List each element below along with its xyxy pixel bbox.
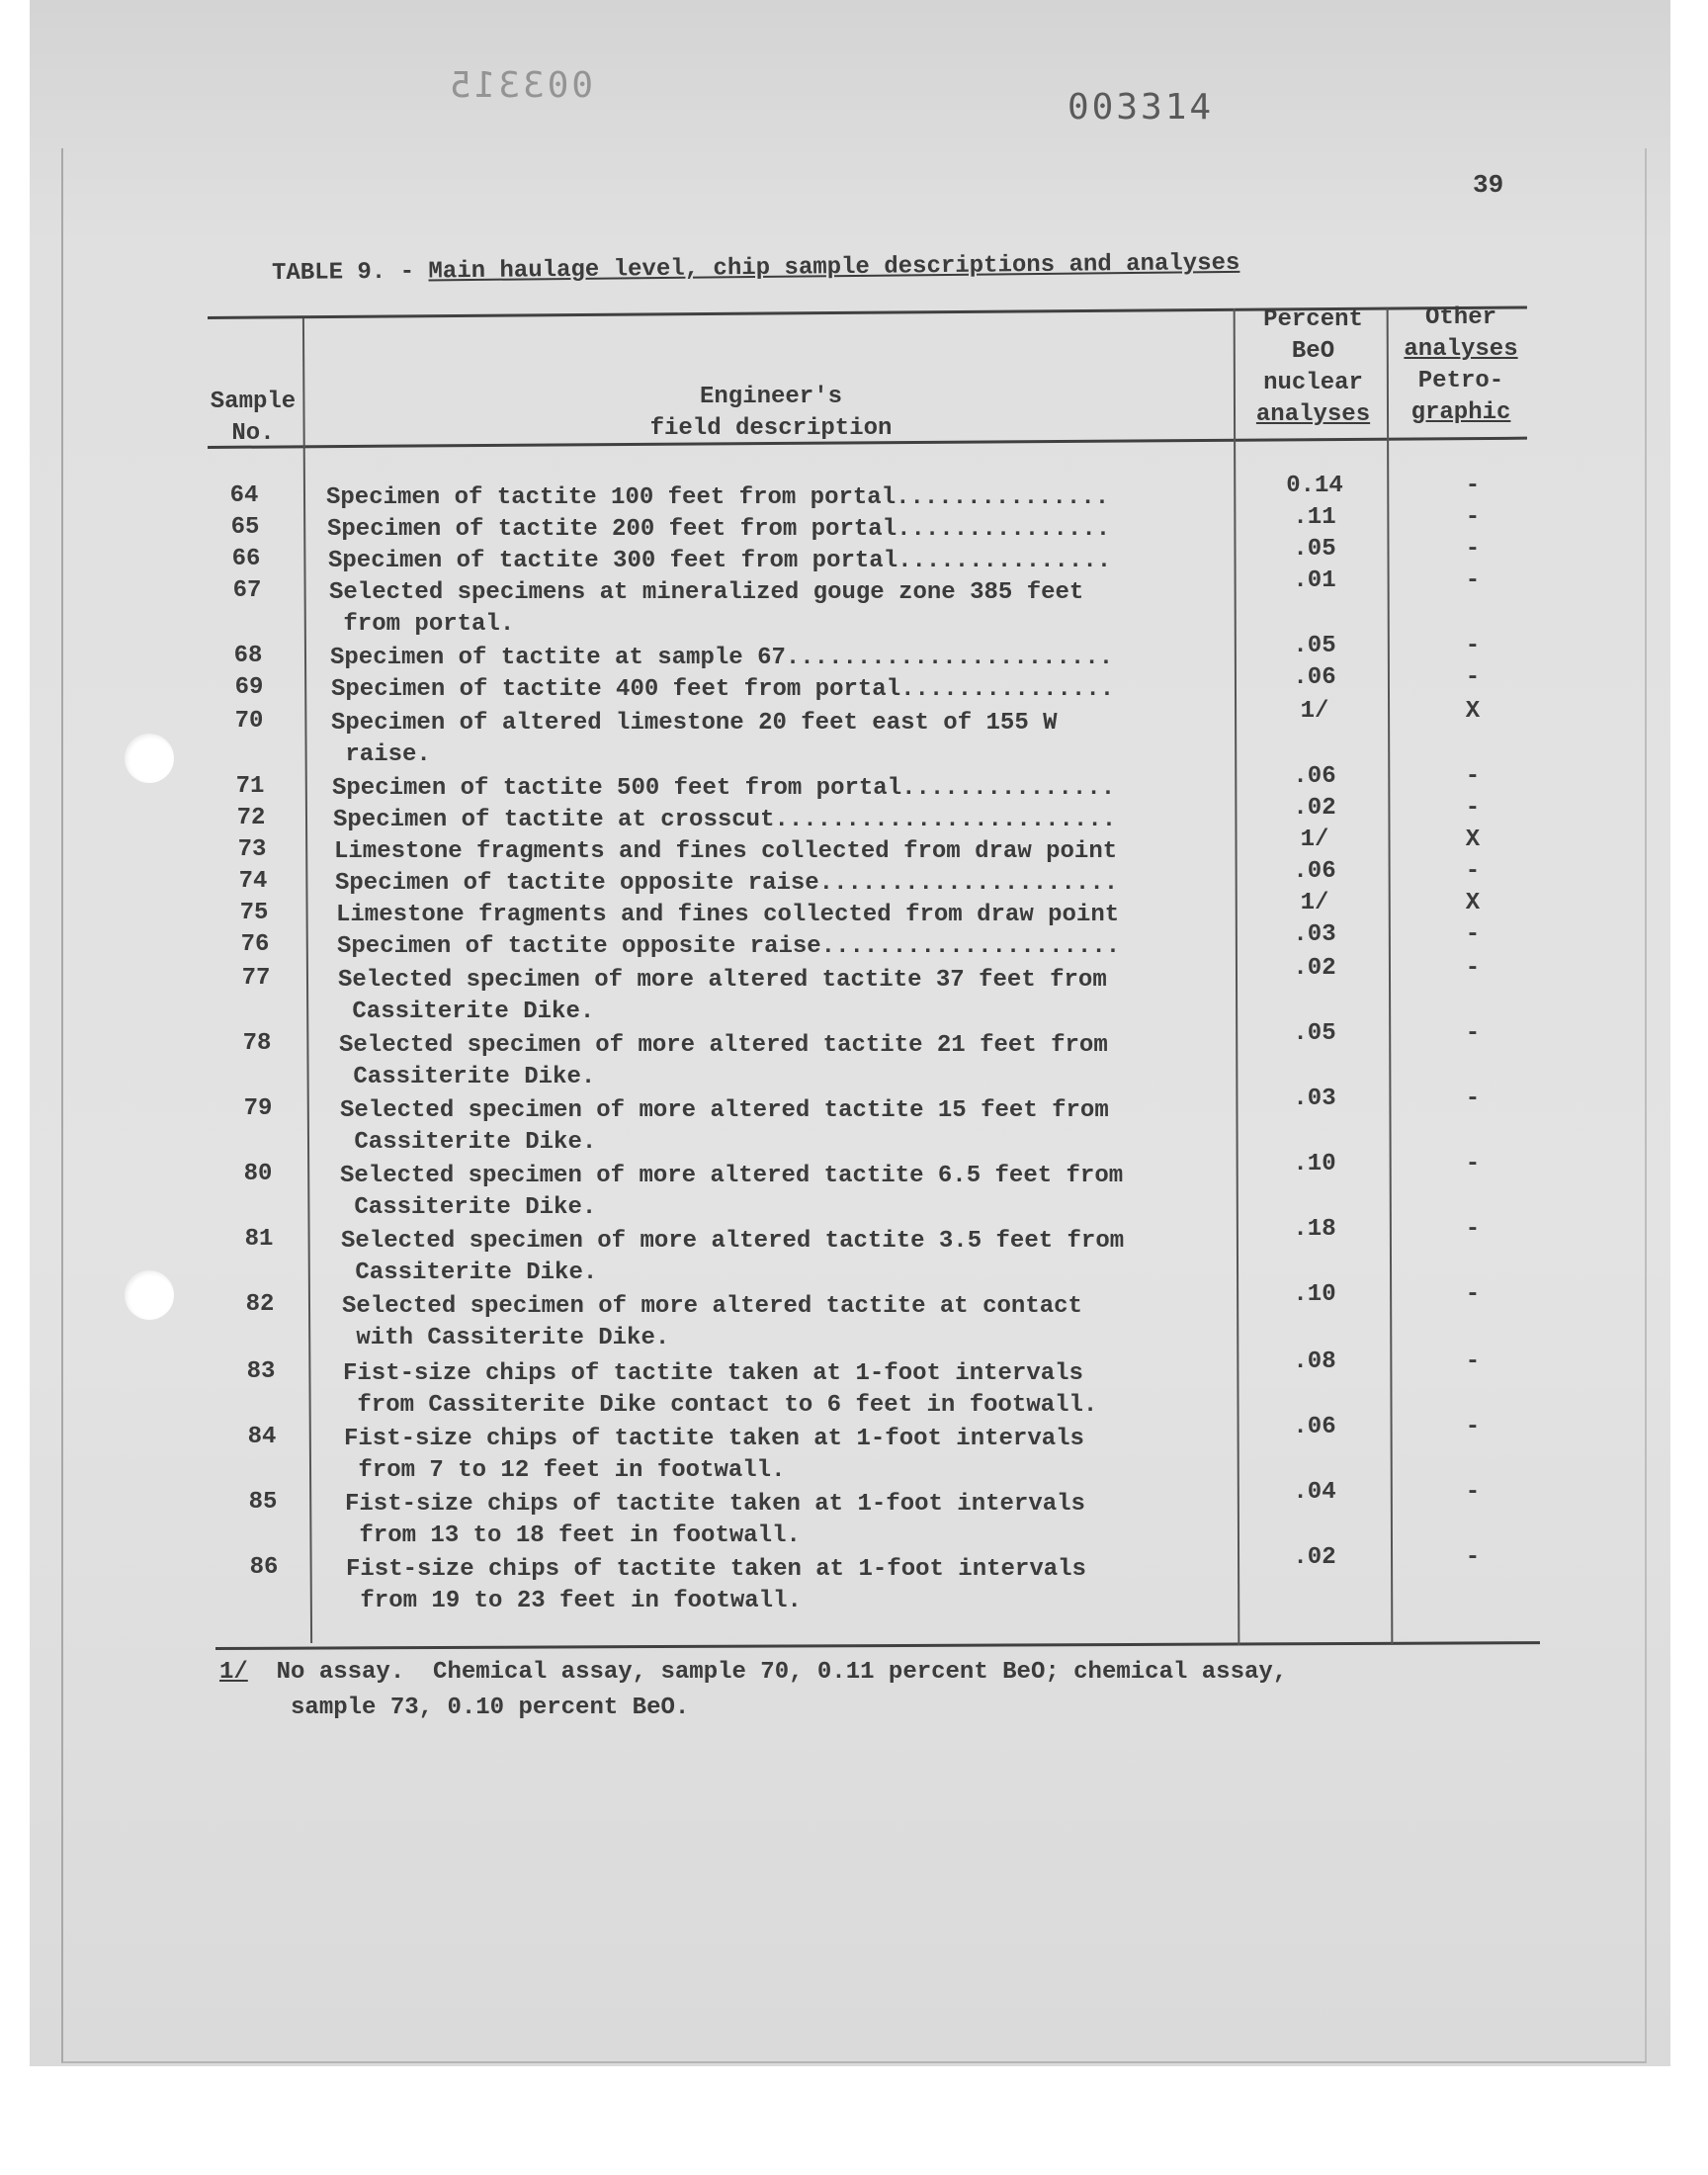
sample-number: 78 xyxy=(242,1030,272,1057)
beo-percent: 0.14 xyxy=(1286,473,1343,499)
footnote xyxy=(219,1655,1287,1726)
beo-percent: .04 xyxy=(1293,1479,1336,1506)
sample-number: 70 xyxy=(234,708,264,735)
sample-number: 75 xyxy=(239,900,269,926)
beo-percent: .11 xyxy=(1293,504,1336,531)
field-description: Selected specimen of more altered tactite at contact with Cassiterite Dike. xyxy=(342,1293,1082,1351)
petrographic-mark: - xyxy=(1465,763,1481,790)
petrographic-mark: - xyxy=(1465,921,1481,948)
sample-number: 84 xyxy=(247,1424,277,1450)
beo-percent: .10 xyxy=(1293,1151,1336,1177)
petrographic-mark: - xyxy=(1465,504,1481,531)
sample-number: 71 xyxy=(235,773,265,800)
petrographic-mark: - xyxy=(1465,1544,1481,1571)
sample-number: 74 xyxy=(238,868,268,895)
sample-number: 66 xyxy=(231,546,261,572)
field-description: Specimen of tactite at sample 67....................... xyxy=(330,645,1114,671)
field-description: Selected specimen of more altered tactite 15 feet from Cassiterite Dike. xyxy=(340,1097,1109,1156)
field-description: Selected specimens at mineralized gouge zone 385 feet from portal. xyxy=(329,579,1084,638)
table-title-prefix: TABLE 9. - xyxy=(271,258,429,288)
beo-percent: .03 xyxy=(1293,1086,1336,1112)
sample-number: 73 xyxy=(237,836,267,863)
beo-percent: .06 xyxy=(1293,664,1336,691)
header-other-analyses: Other analyses Petro- graphic xyxy=(1404,304,1518,426)
sample-number: 76 xyxy=(240,931,270,958)
field-description: Limestone fragments and fines collected from draw point xyxy=(334,838,1118,865)
sample-number: 72 xyxy=(236,805,266,831)
beo-percent: .08 xyxy=(1293,1348,1336,1375)
beo-percent: 1/ xyxy=(1300,698,1329,725)
sample-number: 82 xyxy=(245,1291,275,1318)
binder-hole xyxy=(125,1270,174,1320)
beo-percent: 1/ xyxy=(1300,890,1329,916)
petrographic-mark: X xyxy=(1465,698,1481,725)
field-description: Specimen of tactite 300 feet from portal............... xyxy=(328,548,1112,574)
petrographic-mark: - xyxy=(1465,1020,1481,1047)
sample-number: 83 xyxy=(246,1358,276,1385)
beo-percent: .01 xyxy=(1293,567,1336,594)
sample-number: 80 xyxy=(243,1161,273,1187)
field-description: Specimen of altered limestone 20 feet east of 155 W raise. xyxy=(331,710,1058,768)
beo-percent: .06 xyxy=(1293,858,1336,885)
field-description: Specimen of tactite 200 feet from portal............... xyxy=(327,516,1111,543)
sample-number: 85 xyxy=(248,1489,278,1516)
sample-number: 64 xyxy=(229,482,259,509)
sample-number: 65 xyxy=(230,514,260,541)
petrographic-mark: X xyxy=(1465,826,1481,853)
petrographic-mark: - xyxy=(1465,955,1481,982)
beo-percent: .02 xyxy=(1293,795,1336,822)
petrographic-mark: - xyxy=(1465,795,1481,822)
sample-number: 77 xyxy=(241,965,271,992)
beo-percent: .18 xyxy=(1293,1216,1336,1243)
binder-hole xyxy=(125,734,174,783)
field-description: Fist-size chips of tactite taken at 1-foot intervals from 13 to 18 feet in footwall. xyxy=(345,1491,1085,1549)
field-description: Limestone fragments and fines collected from draw point xyxy=(336,902,1120,928)
beo-percent: .02 xyxy=(1293,955,1336,982)
petrographic-mark: - xyxy=(1465,1348,1481,1375)
field-description: Fist-size chips of tactite taken at 1-foot intervals from 19 to 23 feet in footwall. xyxy=(346,1556,1086,1614)
petrographic-mark: - xyxy=(1465,633,1481,659)
petrographic-mark: - xyxy=(1465,664,1481,691)
petrographic-mark: - xyxy=(1465,1216,1481,1243)
header-beo-nuclear: Percent BeO nuclear analyses xyxy=(1255,306,1371,428)
field-description: Specimen of tactite opposite raise..................... xyxy=(335,870,1119,897)
petrographic-mark: - xyxy=(1465,1414,1481,1440)
beo-percent: .05 xyxy=(1293,633,1336,659)
field-description: Selected specimen of more altered tactite 3.5 feet from Cassiterite Dike. xyxy=(341,1228,1125,1286)
field-description: Selected specimen of more altered tactite 37 feet from Cassiterite Dike. xyxy=(338,967,1107,1025)
field-description: Fist-size chips of tactite taken at 1-foot intervals from 7 to 12 feet in footwall. xyxy=(344,1426,1084,1484)
field-description: Specimen of tactite at crosscut........................ xyxy=(333,807,1117,833)
petrographic-mark: - xyxy=(1465,1151,1481,1177)
field-description: Selected specimen of more altered tactite 21 feet from Cassiterite Dike. xyxy=(339,1032,1108,1090)
table-title-main: Main haulage level, chip sample descriptions and analyses xyxy=(428,249,1240,286)
petrographic-mark: - xyxy=(1465,1281,1481,1308)
header-sample-no: Sample No. xyxy=(210,389,297,447)
petrographic-mark: - xyxy=(1465,536,1481,563)
field-description: Fist-size chips of tactite taken at 1-foot intervals from Cassiterite Dike contact to 6 feet in footwall. xyxy=(343,1360,1098,1419)
beo-percent: .06 xyxy=(1293,763,1336,790)
field-description: Specimen of tactite 100 feet from portal............... xyxy=(326,484,1110,511)
sample-number: 67 xyxy=(232,577,262,604)
page-number: 39 xyxy=(1473,170,1504,200)
petrographic-mark: X xyxy=(1465,890,1481,916)
stamp-number: 003314 xyxy=(1068,87,1215,128)
beo-percent: 1/ xyxy=(1300,826,1329,853)
beo-percent: .05 xyxy=(1293,536,1336,563)
field-description: Specimen of tactite opposite raise..................... xyxy=(337,933,1121,960)
sample-number: 81 xyxy=(244,1226,274,1253)
petrographic-mark: - xyxy=(1465,473,1481,499)
field-description: Selected specimen of more altered tactite 6.5 feet from Cassiterite Dike. xyxy=(340,1163,1124,1221)
field-description: Specimen of tactite 500 feet from portal............... xyxy=(332,775,1116,802)
stamp-number-mirrored: 003315 xyxy=(447,65,594,106)
petrographic-mark: - xyxy=(1465,567,1481,594)
header-field-description: Engineer's field description xyxy=(649,384,893,442)
beo-percent: .05 xyxy=(1293,1020,1336,1047)
beo-percent: .03 xyxy=(1293,921,1336,948)
petrographic-mark: - xyxy=(1465,1086,1481,1112)
beo-percent: .10 xyxy=(1293,1281,1336,1308)
beo-percent: .06 xyxy=(1293,1414,1336,1440)
beo-percent: .02 xyxy=(1293,1544,1336,1571)
petrographic-mark: - xyxy=(1465,858,1481,885)
footnote-text: No assay. Chemical assay, sample 70, 0.11 percent BeO; chemical assay, sample 73, 0.10 percent BeO. xyxy=(276,1659,1288,1721)
footnote-marker: 1/ xyxy=(219,1659,248,1686)
field-description: Specimen of tactite 400 feet from portal............... xyxy=(331,676,1115,703)
sample-number: 86 xyxy=(249,1554,279,1581)
sample-number: 79 xyxy=(243,1095,273,1122)
petrographic-mark: - xyxy=(1465,1479,1481,1506)
sample-number: 68 xyxy=(233,643,263,669)
sample-number: 69 xyxy=(234,674,264,701)
